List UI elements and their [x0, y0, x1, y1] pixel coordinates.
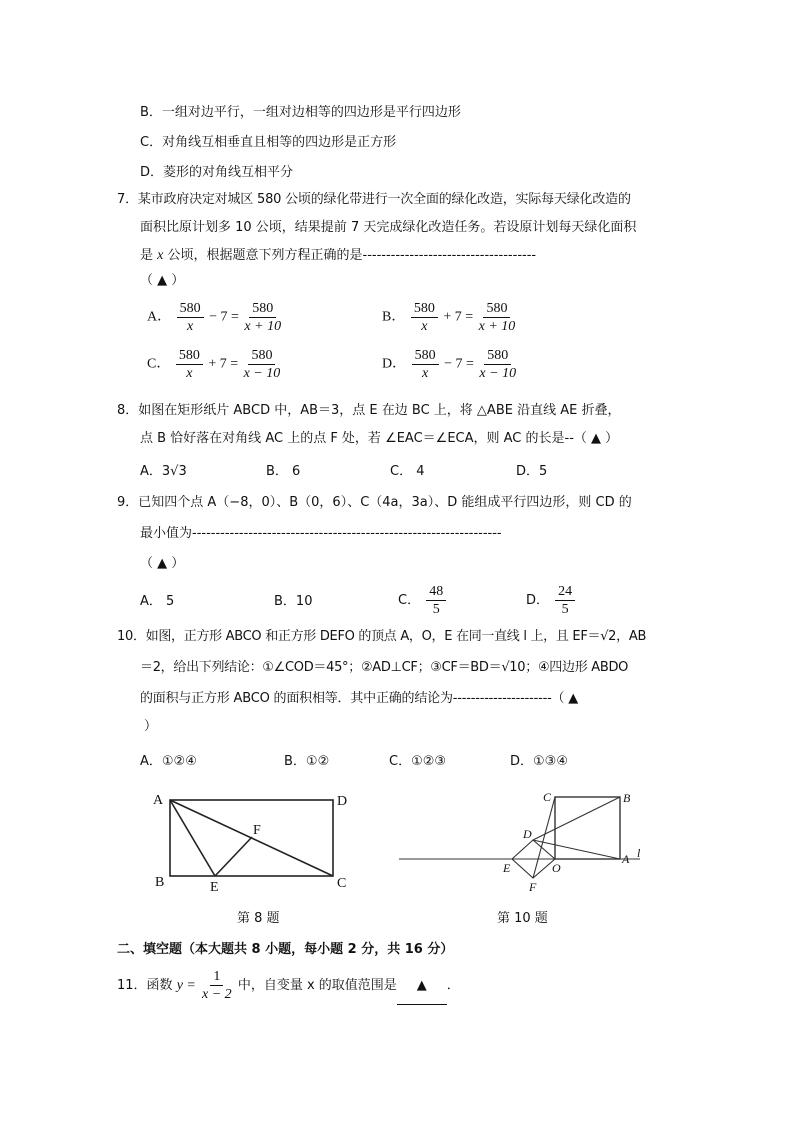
q7-options-3-label: D．: [382, 356, 407, 372]
q7-option-b: [382, 300, 517, 335]
q7-options-1-num1: 580: [411, 300, 438, 318]
section2-title: 二、填空题: [117, 942, 183, 957]
q9-option-d: [526, 583, 577, 618]
q7-option-c: [147, 347, 282, 382]
q10-option-a: A．①②④: [140, 754, 197, 769]
q7-options-1-den2: x + 10: [478, 319, 516, 334]
q7-options-1-op: + 7 =: [443, 309, 474, 325]
q7-options-0-op: − 7 =: [209, 309, 239, 325]
q9-options-3-num: 24: [555, 583, 575, 601]
q7-options-1-den1: x: [421, 319, 428, 334]
q8-option-a: A．3√3: [140, 464, 187, 479]
q7-options-1-label: B．: [382, 309, 406, 325]
q7-options-0-label: A．: [147, 309, 172, 325]
q10-line1: 10．如图，正方形 ABCO 和正方形 DEFO 的顶点 A，O，E 在同一直线 l 上，且 EF＝√2，AB: [117, 629, 647, 644]
label-a: A: [153, 793, 164, 808]
q9-options-3-label: D．: [526, 593, 550, 608]
q9-line2: 最小值为------------------------------------------------------------------: [140, 526, 502, 541]
label-b: B: [155, 875, 165, 890]
q7-options-2-label: C．: [147, 356, 171, 372]
q7-options-2-num2: 580: [248, 347, 275, 365]
q7-options-2-num1: 580: [176, 347, 203, 365]
label-e: E: [210, 880, 219, 895]
segment-ad: [533, 840, 620, 859]
square-abco: [555, 797, 620, 859]
q10-line2: ＝2，给出下列结论：①∠COD＝45°；②AD⊥CF；③CF＝BD＝√10；④四边形 ABDO: [140, 660, 629, 675]
label-f: F: [529, 880, 537, 894]
q7-answer: （ ▲ ）: [140, 273, 185, 288]
q11-y: y =: [176, 978, 196, 993]
q7-options-0-num2: 580: [249, 300, 276, 318]
q10-option-b: B．①②: [284, 754, 330, 769]
q7-options-2-op: + 7 =: [208, 356, 239, 372]
q7-options-2-den1: x: [186, 366, 193, 381]
q11-post: 中，自变量 x 的取值范围是: [237, 978, 397, 993]
q7-var: x: [157, 248, 164, 263]
figure-10: [395, 785, 655, 895]
q7-line3-post: 公顷，根据题意下列方程正确的是-------------------------------------: [167, 248, 537, 263]
q11-pre: 11．函数: [117, 978, 173, 993]
label-l: l: [637, 846, 641, 860]
q7-options-1-num2: 580: [483, 300, 510, 318]
segment-ef: [215, 837, 252, 876]
figure-8: [145, 785, 365, 895]
label-e: E: [503, 861, 511, 875]
q6-option-d: D．菱形的对角线互相平分: [140, 165, 294, 180]
q9-option-a: A． 5: [140, 594, 175, 609]
label-c: C: [543, 790, 552, 804]
q7-options-0-den1: x: [187, 319, 194, 334]
label-c: C: [337, 876, 347, 891]
section-2-heading: [117, 941, 453, 959]
figure-8-caption: 第 8 题: [237, 911, 280, 926]
label-f: F: [253, 823, 261, 838]
q7-options-3-op: − 7 =: [444, 356, 474, 372]
figure-10-caption: 第 10 题: [497, 911, 548, 926]
q11: [117, 968, 460, 1005]
q7-options-3-den2: x − 10: [479, 366, 517, 381]
q6-option-b: B．一组对边平行，一组对边相等的四边形是平行四边形: [140, 105, 461, 120]
q7-line1: 7．某市政府决定对城区 580 公顷的绿化带进行一次全面的绿化改造，实际每天绿化改造的: [117, 192, 631, 207]
q9-options-2-label: C．: [398, 593, 421, 608]
label-d: D: [337, 794, 348, 809]
label-d: D: [523, 827, 532, 841]
q8-line2: 点 B 恰好落在对角线 AC 上的点 F 处，若 ∠EAC＝∠ECA，则 AC 的长是--（ ▲ ）: [140, 431, 619, 446]
q9-option-b: B．10: [274, 594, 313, 609]
q9-options-3-den: 5: [561, 602, 569, 617]
q7-line3-pre: 是: [140, 248, 154, 263]
q9-option-c: [398, 583, 448, 618]
q8-line1: 8．如图在矩形纸片 ABCD 中，AB＝3，点 E 在边 BC 上，将 △ABE 沿直线 AE 折叠，: [117, 403, 621, 418]
q10-option-c: C．①②③: [389, 754, 447, 769]
q7-options-3-num2: 580: [484, 347, 511, 365]
q10-line3: 的面积与正方形 ABCO 的面积相等．其中正确的结论为----------------------（ ▲: [140, 691, 579, 706]
q7-options-2-den2: x − 10: [243, 366, 281, 381]
label-a: A: [622, 852, 630, 866]
q8-option-c: C． 4: [390, 464, 425, 479]
answer-blank: ▲: [397, 968, 447, 1005]
q7-options-3-den1: x: [422, 366, 429, 381]
q10-option-d: D．①③④: [510, 754, 568, 769]
q9-answer: （ ▲ ）: [140, 556, 185, 571]
q7-option-a: [147, 300, 283, 335]
q9-options-2-den: 5: [432, 602, 440, 617]
q7-line3: [140, 247, 536, 265]
q7-option-d: [382, 347, 518, 382]
q7-options-0-num1: 580: [177, 300, 204, 318]
q10-line4: ）: [144, 719, 158, 734]
q8-option-d: D．5: [516, 464, 548, 479]
q6-option-c: C．对角线互相垂直且相等的四边形是正方形: [140, 135, 397, 150]
section2-note: （本大题共 8 小题，每小题 2 分，共 16 分）: [182, 942, 454, 957]
q7-options-3-num1: 580: [412, 347, 439, 365]
segment-ae: [170, 800, 215, 876]
q11-den: x − 2: [202, 987, 232, 1002]
q7-options-0-den2: x + 10: [244, 319, 282, 334]
q8-option-b: B． 6: [266, 464, 301, 479]
q7-line2: 面积比原计划多 10 公顷，结果提前 7 天完成绿化改造任务。若设原计划每天绿化面积: [140, 220, 637, 235]
q11-num: 1: [210, 968, 223, 986]
label-b: B: [623, 791, 631, 805]
q9-line1: 9．已知四个点 A（−8，0）、B（0，6）、C（4a，3a）、D 能组成平行四边形，则 CD 的: [117, 495, 632, 510]
q9-options-2-num: 48: [426, 583, 446, 601]
label-o: O: [552, 861, 561, 875]
q11-end: ．: [446, 978, 460, 993]
